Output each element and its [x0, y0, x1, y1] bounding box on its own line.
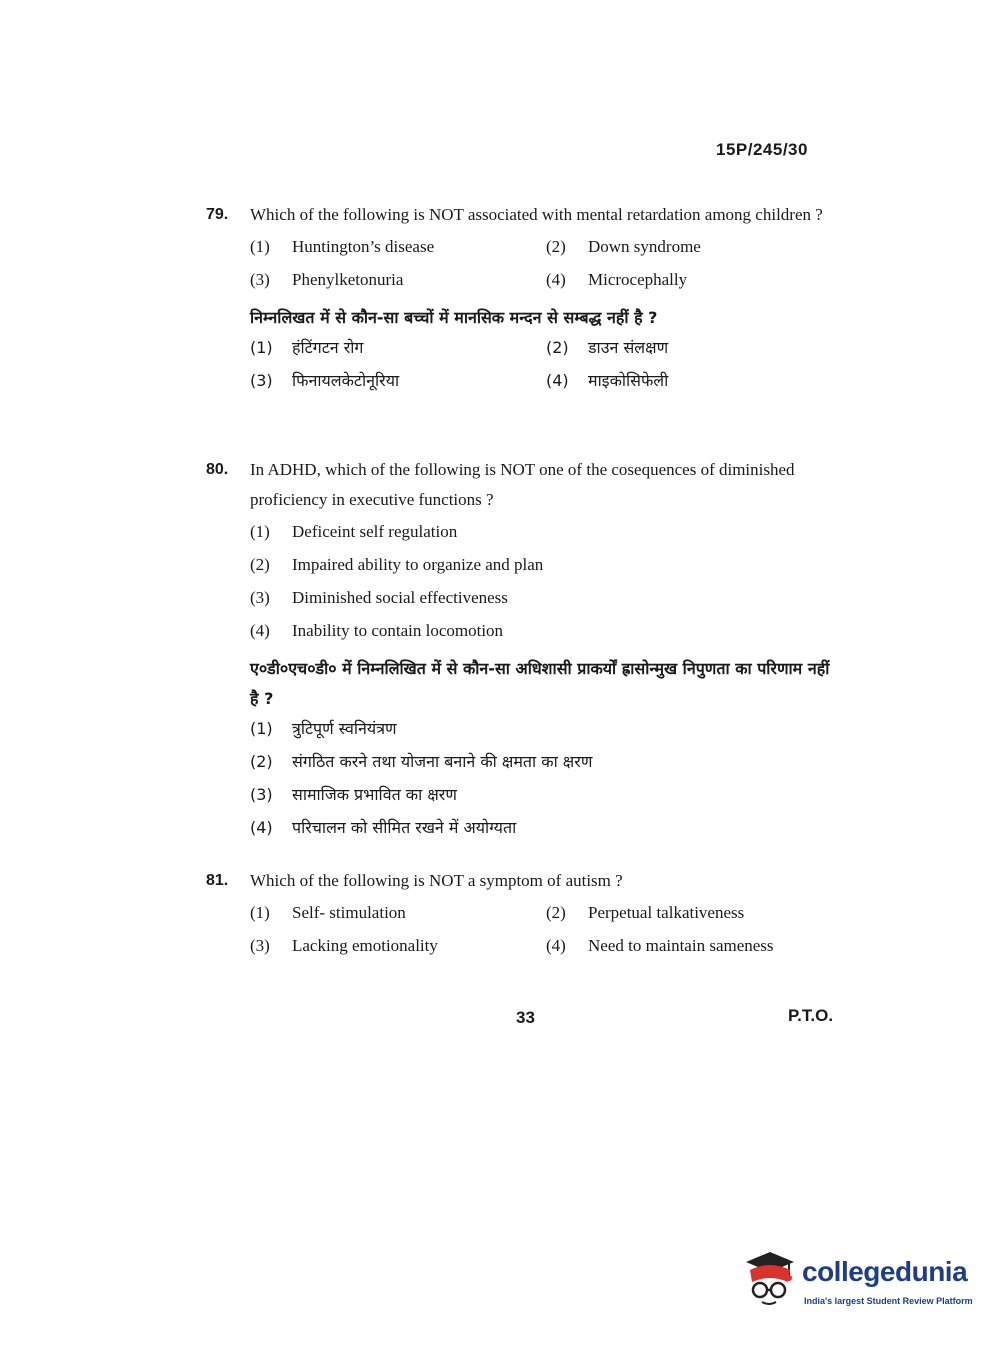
option-3-hindi: (3) फिनायलकेटोनूरिया	[250, 371, 400, 390]
option-4: (4) Need to maintain sameness	[546, 936, 774, 955]
question-number: 81.	[206, 872, 229, 889]
question-text-hindi: निम्नलिखत में से कौन-सा बच्चों में मानसिक मन्दन से सम्बद्ध नहीं है ?	[250, 308, 658, 327]
question-text: Which of the following is NOT a symptom of autism ?	[250, 871, 623, 890]
option-4-hindi: (4) माइकोसिफेली	[546, 371, 669, 390]
option-4-hindi: (4) परिचालन को सीमित रखने में अयोग्यता	[250, 818, 517, 837]
option-2-hindi: (2) संगठित करने तथा योजना बनाने की क्षमता का क्षरण	[250, 752, 593, 771]
option-4: (4) Inability to contain locomotion	[250, 621, 504, 640]
option-2: (2) Perpetual talkativeness	[546, 903, 745, 922]
question-number: 80.	[206, 461, 229, 478]
option-1-hindi: (1) हंटिंगटन रोग	[250, 338, 364, 357]
option-1: (1) Self- stimulation	[250, 903, 406, 922]
question-80	[206, 455, 838, 846]
question-number: 79.	[206, 206, 229, 223]
option-4: (4) Microcephally	[546, 270, 688, 289]
option-3: (3) Phenylketonuria	[250, 270, 404, 289]
options-hindi	[250, 714, 838, 843]
paper-code: 15P/245/30	[716, 140, 808, 159]
option-3: (3) Lacking emotionality	[250, 936, 438, 955]
option-1: (1) Deficeint self regulation	[250, 522, 458, 541]
question-79	[206, 200, 838, 396]
option-3: (3) Diminished social effectiveness	[250, 588, 508, 607]
question-text-hindi: ए०डी०एच०डी० में निम्नलिखित में से कौन-सा अधिशासी प्राकर्यों ह्रासोन्मुख निपुणता का परिणाम नहीं है ?	[250, 659, 830, 708]
logo-brand: collegedunia	[802, 1256, 968, 1287]
question-text: Which of the following is NOT associated with mental retardation among children ?	[250, 205, 823, 224]
options-english	[250, 898, 838, 961]
question-81	[206, 866, 838, 961]
mascot-icon	[740, 1248, 802, 1310]
options-english	[250, 232, 838, 295]
option-1: (1) Huntington’s disease	[250, 237, 435, 256]
collegedunia-logo	[740, 1248, 975, 1318]
options-hindi	[250, 333, 838, 396]
option-2: (2) Down syndrome	[546, 237, 701, 256]
question-text: In ADHD, which of the following is NOT one of the cosequences of diminished proficiency in executive functions ?	[250, 460, 795, 509]
option-2: (2) Impaired ability to organize and plan	[250, 555, 544, 574]
option-3-hindi: (3) सामाजिक प्रभावित का क्षरण	[250, 785, 457, 804]
page-number: 33	[516, 1008, 535, 1027]
pto-label: P.T.O.	[788, 1006, 834, 1025]
options-english	[250, 517, 838, 646]
option-2-hindi: (2) डाउन संलक्षण	[546, 338, 669, 357]
logo-tagline: India's largest Student Review Platform	[804, 1296, 973, 1306]
option-1-hindi: (1) त्रुटिपूर्ण स्वनियंत्रण	[250, 719, 397, 738]
